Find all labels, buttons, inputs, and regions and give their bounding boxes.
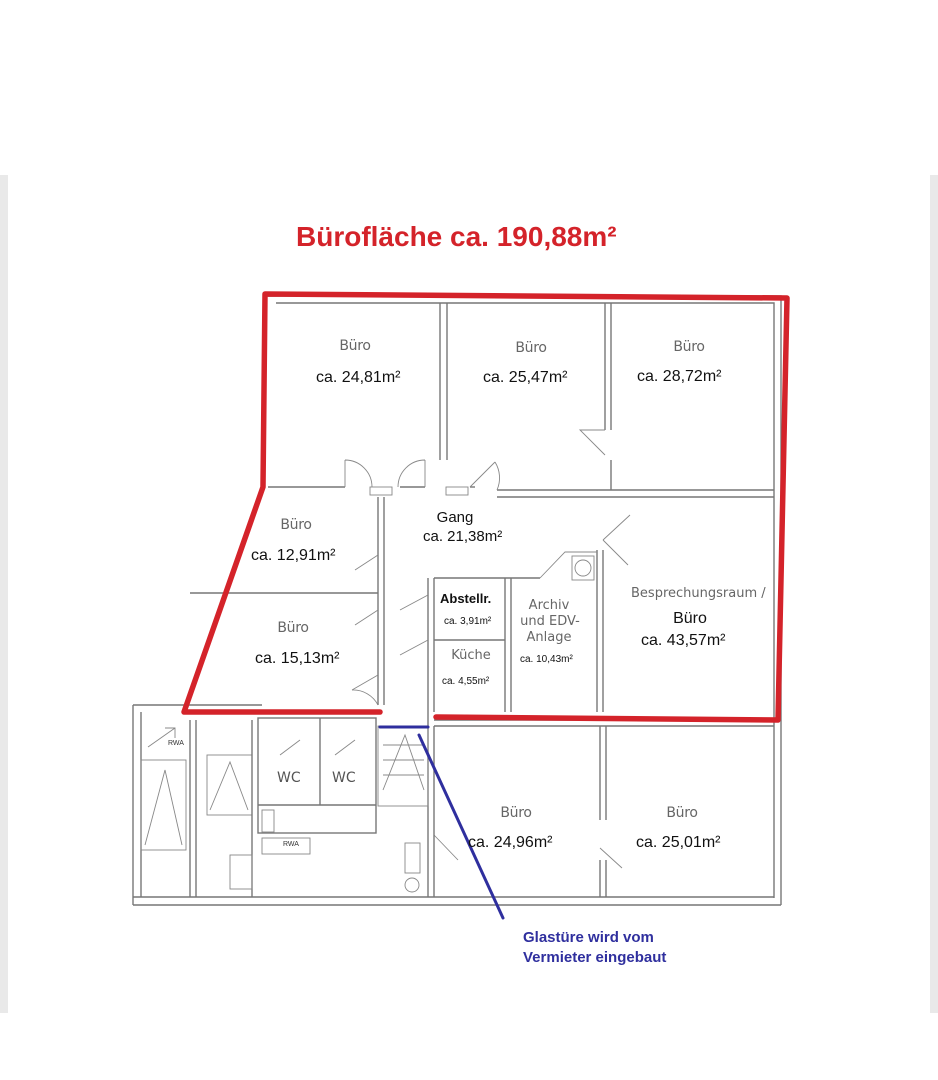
room-area: ca. 24,96m² <box>468 834 553 851</box>
room-label: Küche <box>451 648 491 663</box>
room-label: Büro <box>280 517 312 533</box>
room-label: Büro <box>515 340 547 356</box>
room-label: Büro <box>666 805 698 821</box>
room-area: ca. 10,43m² <box>520 654 573 665</box>
page-title: Bürofläche ca. 190,88m² <box>296 221 617 252</box>
room-area: ca. 25,47m² <box>483 369 568 386</box>
rwa-label: RWA <box>168 740 184 747</box>
room-label-line: Besprechungsraum / <box>631 586 766 601</box>
room-area: ca. 25,01m² <box>636 834 721 851</box>
room-label-line: und EDV- <box>520 614 580 629</box>
room-area: ca. 15,13m² <box>255 650 340 667</box>
room-area: ca. 28,72m² <box>637 368 722 385</box>
wc-label: WC <box>332 770 356 786</box>
room-label: Abstellr. <box>440 591 492 606</box>
room-label: Büro <box>673 339 705 355</box>
room-label: Gang <box>436 509 474 526</box>
note-pointer <box>419 735 503 918</box>
room-area: ca. 12,91m² <box>251 547 336 564</box>
wc-label: WC <box>277 770 301 786</box>
room-label: Büro <box>339 338 371 354</box>
room-label: Büro <box>500 805 532 821</box>
glass-door-note: Glastüre wird vom <box>523 929 654 946</box>
glass-door-note: Vermieter eingebaut <box>523 949 667 966</box>
rwa-label: RWA <box>283 841 299 848</box>
room-label-line: Anlage <box>526 630 572 645</box>
room-area: ca. 43,57m² <box>641 632 726 649</box>
room-label-line: Archiv <box>528 598 570 613</box>
room-area: ca. 4,55m² <box>442 676 490 687</box>
room-area: ca. 21,38m² <box>423 528 503 545</box>
room-label-line: Büro <box>673 610 707 627</box>
room-area: ca. 3,91m² <box>444 616 492 627</box>
room-area: ca. 24,81m² <box>316 369 401 386</box>
top-row-walls <box>268 303 774 497</box>
room-label: Büro <box>277 620 309 636</box>
